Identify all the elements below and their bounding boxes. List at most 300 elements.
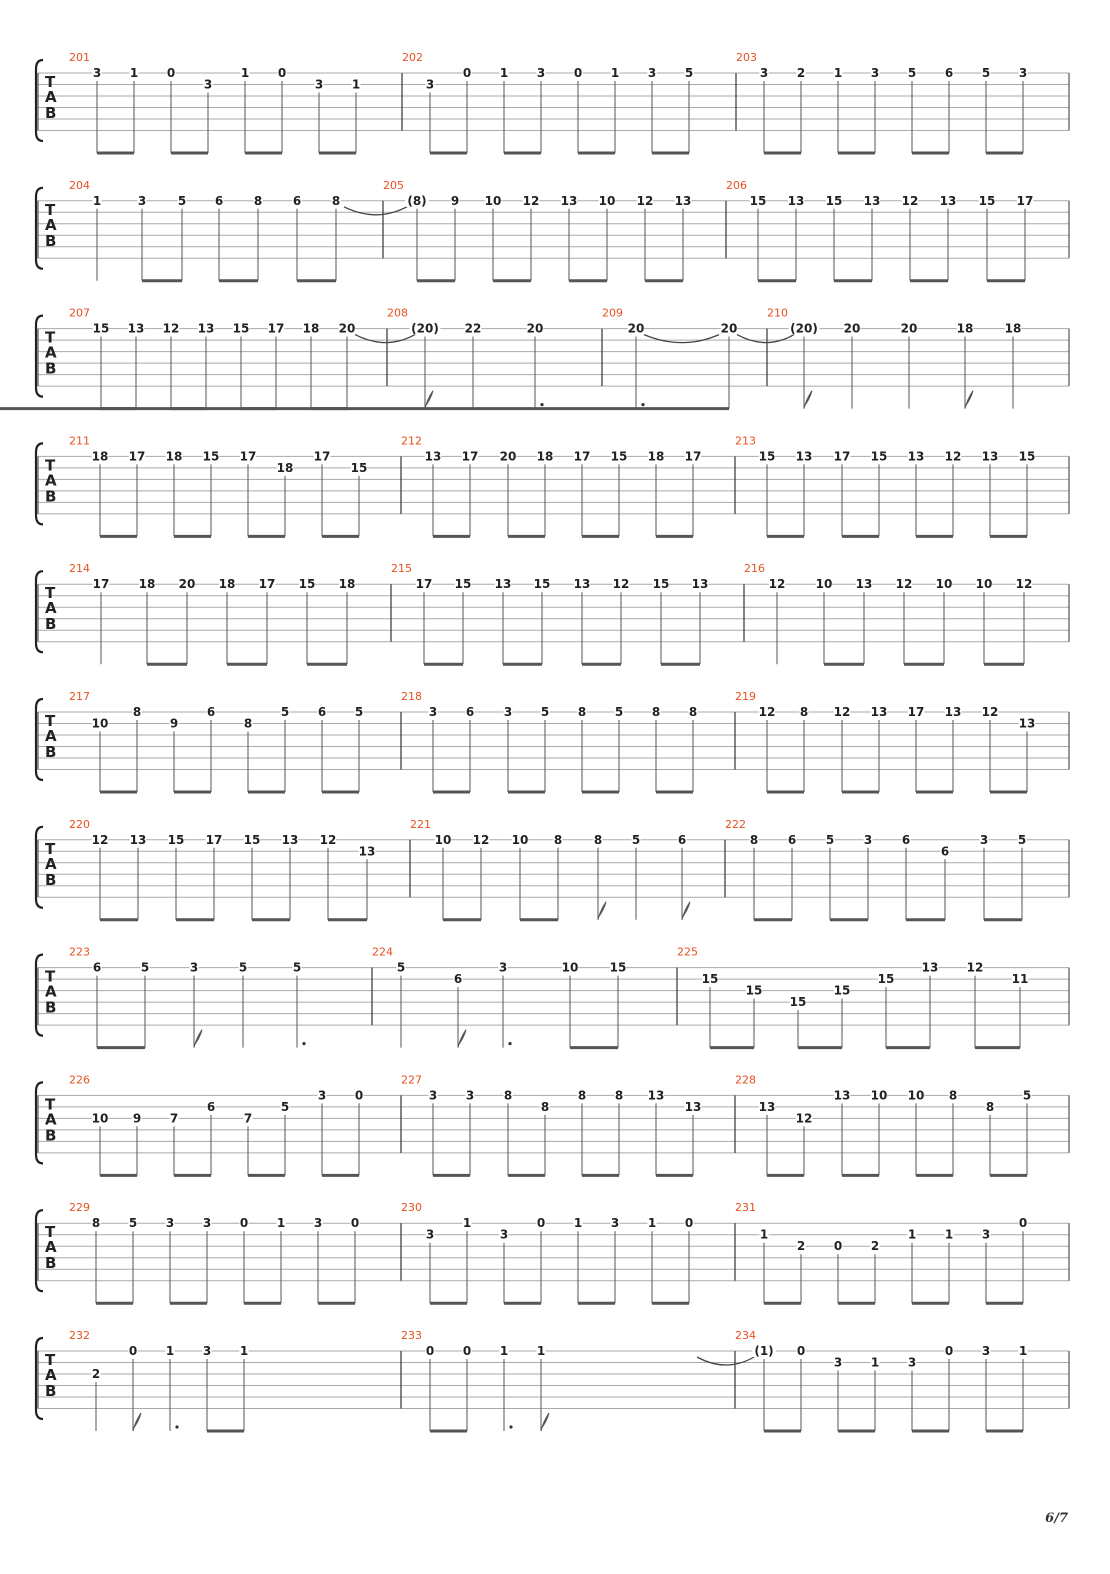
fret-number: 5 bbox=[1017, 832, 1027, 847]
fret-number: 13 bbox=[129, 832, 147, 847]
fret-number: 10 bbox=[561, 960, 579, 975]
fret-number: 17 bbox=[684, 449, 702, 464]
fret-number: 10 bbox=[975, 577, 993, 592]
tab-clef-letter: A bbox=[45, 982, 57, 1001]
fret-number: 18 bbox=[302, 321, 320, 336]
fret-number: 15 bbox=[533, 577, 551, 592]
fret-number: 1 bbox=[647, 1216, 657, 1231]
system-bracket bbox=[36, 1082, 43, 1163]
tab-clef-letter: A bbox=[45, 215, 57, 234]
fret-number: 5 bbox=[540, 705, 550, 719]
fret-number: 13 bbox=[358, 844, 376, 859]
fret-number: 17 bbox=[313, 449, 331, 464]
fret-number: (20) bbox=[790, 321, 818, 336]
fret-number: 13 bbox=[674, 193, 692, 208]
fret-number: 8 bbox=[948, 1088, 958, 1103]
fret-number: 13 bbox=[795, 449, 813, 464]
measure-number: 210 bbox=[767, 306, 788, 320]
fret-number: 15 bbox=[610, 449, 628, 464]
fret-number: 12 bbox=[758, 705, 776, 719]
fret-number: 13 bbox=[494, 577, 512, 592]
fret-number: 17 bbox=[92, 577, 110, 592]
fret-number: 10 bbox=[815, 577, 833, 592]
fret-number: 15 bbox=[454, 577, 472, 592]
fret-number: 12 bbox=[472, 832, 490, 847]
fret-number: 1 bbox=[239, 1344, 249, 1358]
tab-clef-letter: A bbox=[45, 599, 57, 618]
tab-clef-letter: T bbox=[45, 712, 56, 730]
measure-number: 225 bbox=[677, 945, 698, 959]
fret-number: 13 bbox=[921, 960, 939, 975]
fret-number: 6 bbox=[901, 832, 911, 847]
tie-arc bbox=[644, 335, 719, 343]
fret-number: 3 bbox=[499, 1227, 509, 1242]
fret-number: 1 bbox=[499, 66, 509, 80]
measure-number: 217 bbox=[69, 690, 90, 703]
measure-number: 215 bbox=[391, 562, 412, 576]
fret-number: 13 bbox=[833, 1088, 851, 1103]
system-bracket bbox=[36, 316, 43, 397]
tab-clef-letter: T bbox=[45, 839, 56, 858]
fret-number: 2 bbox=[796, 1239, 806, 1254]
measure-number: 226 bbox=[69, 1073, 90, 1087]
fret-number: 3 bbox=[647, 66, 657, 80]
measure-number: 212 bbox=[401, 434, 422, 448]
fret-number: 13 bbox=[907, 449, 925, 464]
fret-number: 8 bbox=[577, 1088, 587, 1103]
fret-number: 5 bbox=[140, 960, 150, 975]
fret-number: 13 bbox=[281, 832, 299, 847]
fret-number: 1 bbox=[462, 1216, 472, 1231]
fret-number: 1 bbox=[1018, 1344, 1028, 1358]
fret-number: 3 bbox=[833, 1355, 843, 1370]
fret-number: 15 bbox=[701, 972, 719, 987]
tab-clef-letter: B bbox=[45, 743, 57, 761]
fret-number: 20 bbox=[178, 577, 196, 592]
fret-number: 13 bbox=[939, 193, 957, 208]
fret-number: 20 bbox=[338, 321, 356, 336]
tab-clef-letter: B bbox=[45, 487, 57, 506]
fret-number: 18 bbox=[218, 577, 236, 592]
fret-number: 13 bbox=[560, 193, 578, 208]
system-bracket bbox=[36, 1210, 43, 1291]
fret-number: 7 bbox=[169, 1111, 179, 1126]
system-bracket bbox=[36, 571, 43, 652]
fret-number: 0 bbox=[1018, 1216, 1028, 1231]
fret-number: 12 bbox=[833, 705, 851, 719]
measure-number: 213 bbox=[735, 434, 756, 448]
fret-number: 10 bbox=[598, 193, 616, 208]
fret-number: 6 bbox=[940, 844, 950, 859]
fret-number: 6 bbox=[92, 960, 102, 975]
fret-number: 5 bbox=[631, 832, 641, 847]
tab-clef-letter: B bbox=[45, 104, 57, 122]
fret-number: 6 bbox=[453, 972, 463, 987]
duration-dot bbox=[540, 403, 543, 406]
fret-number: 15 bbox=[833, 983, 851, 998]
tab-clef-letter: B bbox=[45, 1382, 57, 1400]
fret-number: 13 bbox=[684, 1099, 702, 1114]
fret-number: 8 bbox=[799, 705, 809, 719]
tab-clef-letter: T bbox=[45, 967, 56, 986]
fret-number: 13 bbox=[758, 1099, 776, 1114]
duration-dot bbox=[302, 1042, 305, 1045]
tab-clef-letter: B bbox=[45, 998, 57, 1017]
measure-number: 203 bbox=[736, 51, 757, 64]
fret-number: 0 bbox=[277, 66, 287, 80]
system-bracket bbox=[36, 1338, 43, 1419]
fret-number: 15 bbox=[232, 321, 250, 336]
system-bracket bbox=[36, 60, 43, 141]
fret-number: 5 bbox=[614, 705, 624, 719]
tie-arc bbox=[355, 335, 415, 343]
fret-number: 8 bbox=[688, 705, 698, 719]
fret-number: 6 bbox=[677, 832, 687, 847]
fret-number: 17 bbox=[258, 577, 276, 592]
fret-number: 18 bbox=[647, 449, 665, 464]
fret-number: 8 bbox=[651, 705, 661, 719]
fret-number: 3 bbox=[202, 1216, 212, 1231]
fret-number: 1 bbox=[759, 1227, 769, 1242]
measure-number: 202 bbox=[402, 51, 423, 64]
fret-number: 1 bbox=[129, 66, 139, 80]
fret-number: 18 bbox=[536, 449, 554, 464]
note-flag bbox=[458, 1030, 466, 1048]
measure-number: 232 bbox=[69, 1329, 90, 1342]
fret-number: 8 bbox=[749, 832, 759, 847]
fret-number: 5 bbox=[981, 66, 991, 80]
fret-number: 5 bbox=[292, 960, 302, 975]
fret-number: 18 bbox=[276, 460, 294, 475]
fret-number: 10 bbox=[870, 1088, 888, 1103]
fret-number: 3 bbox=[981, 1344, 991, 1358]
fret-number: 10 bbox=[935, 577, 953, 592]
fret-number: 6 bbox=[206, 1099, 216, 1114]
measure-number: 222 bbox=[725, 817, 746, 831]
tab-clef-letter: B bbox=[45, 231, 57, 250]
fret-number: 20 bbox=[720, 321, 738, 336]
fret-number: 8 bbox=[91, 1216, 101, 1231]
fret-number: 5 bbox=[354, 705, 364, 719]
fret-number: 12 bbox=[895, 577, 913, 592]
fret-number: 3 bbox=[313, 1216, 323, 1231]
fret-number: 3 bbox=[428, 705, 438, 719]
fret-number: 3 bbox=[610, 1216, 620, 1231]
tab-clef-letter: T bbox=[45, 1351, 56, 1369]
fret-number: 18 bbox=[1004, 321, 1022, 336]
tab-clef-letter: T bbox=[45, 1223, 56, 1242]
fret-number: (8) bbox=[407, 193, 427, 208]
note-flag bbox=[682, 902, 690, 920]
fret-number: 13 bbox=[573, 577, 591, 592]
tab-clef-letter: T bbox=[45, 1095, 56, 1114]
fret-number: 5 bbox=[238, 960, 248, 975]
fret-number: 0 bbox=[354, 1088, 364, 1103]
system-bracket bbox=[36, 188, 43, 269]
fret-number: 0 bbox=[684, 1216, 694, 1231]
tab-clef-letter: B bbox=[45, 1126, 57, 1145]
fret-number: 8 bbox=[540, 1099, 550, 1114]
fret-number: 17 bbox=[461, 449, 479, 464]
fret-number: 17 bbox=[907, 705, 925, 719]
fret-number: 12 bbox=[944, 449, 962, 464]
tab-clef-letter: A bbox=[45, 1110, 57, 1129]
tab-clef-letter: T bbox=[45, 584, 56, 603]
tab-clef-letter: A bbox=[45, 727, 57, 745]
fret-number: 0 bbox=[536, 1216, 546, 1231]
fret-number: 0 bbox=[350, 1216, 360, 1231]
tab-clef-letter: A bbox=[45, 471, 57, 490]
fret-number: 5 bbox=[128, 1216, 138, 1231]
fret-number: 20 bbox=[526, 321, 544, 336]
fret-number: 22 bbox=[464, 321, 482, 336]
fret-number: 5 bbox=[177, 193, 187, 208]
fret-number: 20 bbox=[900, 321, 918, 336]
fret-number: 6 bbox=[292, 193, 302, 208]
fret-number: 3 bbox=[425, 77, 435, 92]
measure-number: 224 bbox=[372, 945, 393, 959]
fret-number: 3 bbox=[870, 66, 880, 80]
fret-number: 8 bbox=[593, 832, 603, 847]
tab-clef-letter: B bbox=[45, 1254, 57, 1273]
fret-number: 3 bbox=[137, 193, 147, 208]
fret-number: 10 bbox=[511, 832, 529, 847]
fret-number: 13 bbox=[981, 449, 999, 464]
fret-number: 5 bbox=[825, 832, 835, 847]
fret-number: 8 bbox=[503, 1088, 513, 1103]
fret-number: 5 bbox=[684, 66, 694, 80]
fret-number: 12 bbox=[901, 193, 919, 208]
fret-number: 15 bbox=[167, 832, 185, 847]
fret-number: 15 bbox=[745, 983, 763, 998]
fret-number: 10 bbox=[91, 1111, 109, 1126]
fret-number: 15 bbox=[92, 321, 110, 336]
fret-number: 1 bbox=[870, 1355, 880, 1370]
fret-number: 3 bbox=[314, 77, 324, 92]
fret-number: 8 bbox=[243, 716, 253, 731]
measure-number: 208 bbox=[387, 306, 408, 320]
note-flag bbox=[425, 391, 433, 409]
tie-arc bbox=[697, 1357, 754, 1365]
measure-number: 234 bbox=[735, 1329, 756, 1342]
fret-number: 13 bbox=[691, 577, 709, 592]
fret-number: 1 bbox=[907, 1227, 917, 1242]
measure-number: 221 bbox=[410, 817, 431, 831]
fret-number: 15 bbox=[758, 449, 776, 464]
fret-number: 9 bbox=[132, 1111, 142, 1126]
fret-number: 8 bbox=[614, 1088, 624, 1103]
fret-number: 12 bbox=[981, 705, 999, 719]
fret-number: 12 bbox=[795, 1111, 813, 1126]
fret-number: 8 bbox=[253, 193, 263, 208]
measure-number: 219 bbox=[735, 690, 756, 703]
fret-number: 9 bbox=[169, 716, 179, 731]
fret-number: 12 bbox=[966, 960, 984, 975]
measure-number: 201 bbox=[69, 51, 90, 64]
fret-number: 13 bbox=[787, 193, 805, 208]
fret-number: 3 bbox=[317, 1088, 327, 1103]
fret-number: 8 bbox=[577, 705, 587, 719]
measure-number: 211 bbox=[69, 434, 90, 448]
fret-number: 20 bbox=[499, 449, 517, 464]
tab-clef-letter: A bbox=[45, 854, 57, 873]
fret-number: 10 bbox=[91, 716, 109, 731]
duration-dot bbox=[508, 1042, 511, 1045]
system-bracket bbox=[36, 827, 43, 908]
fret-number: 2 bbox=[91, 1367, 101, 1381]
fret-number: 3 bbox=[165, 1216, 175, 1231]
fret-number: 0 bbox=[462, 1344, 472, 1358]
fret-number: 12 bbox=[768, 577, 786, 592]
fret-number: 13 bbox=[127, 321, 145, 336]
duration-dot bbox=[175, 1425, 178, 1428]
fret-number: 0 bbox=[833, 1239, 843, 1254]
fret-number: 17 bbox=[239, 449, 257, 464]
fret-number: 15 bbox=[350, 460, 368, 475]
fret-number: 18 bbox=[138, 577, 156, 592]
measure-number: 231 bbox=[735, 1201, 756, 1215]
fret-number: 1 bbox=[573, 1216, 583, 1231]
fret-number: 3 bbox=[907, 1355, 917, 1370]
fret-number: 0 bbox=[425, 1344, 435, 1358]
measure-number: 218 bbox=[401, 690, 422, 703]
fret-number: 3 bbox=[203, 77, 213, 92]
fret-number: 3 bbox=[465, 1088, 475, 1103]
tab-clef-letter: T bbox=[45, 73, 56, 91]
fret-number: 0 bbox=[239, 1216, 249, 1231]
fret-number: 0 bbox=[462, 66, 472, 80]
tie-arc bbox=[737, 335, 794, 343]
fret-number: 13 bbox=[863, 193, 881, 208]
fret-number: 1 bbox=[276, 1216, 286, 1231]
fret-number: 15 bbox=[298, 577, 316, 592]
tab-clef-letter: T bbox=[45, 200, 56, 219]
fret-number: 9 bbox=[450, 193, 460, 208]
fret-number: 12 bbox=[319, 832, 337, 847]
system-bracket bbox=[36, 955, 43, 1036]
tab-clef-letter: A bbox=[45, 343, 57, 362]
fret-number: 5 bbox=[1022, 1088, 1032, 1103]
fret-number: 1 bbox=[240, 66, 250, 80]
fret-number: 6 bbox=[317, 705, 327, 719]
fret-number: 13 bbox=[647, 1088, 665, 1103]
fret-number: 0 bbox=[128, 1344, 138, 1358]
tie-arc bbox=[344, 207, 407, 215]
fret-number: 15 bbox=[1018, 449, 1036, 464]
fret-number: 3 bbox=[189, 960, 199, 975]
fret-number: 13 bbox=[424, 449, 442, 464]
fret-number: 0 bbox=[796, 1344, 806, 1358]
fret-number: 3 bbox=[428, 1088, 438, 1103]
fret-number: 18 bbox=[165, 449, 183, 464]
fret-number: 3 bbox=[92, 66, 102, 80]
fret-number: (20) bbox=[411, 321, 439, 336]
tab-clef-letter: A bbox=[45, 88, 57, 106]
fret-number: 12 bbox=[636, 193, 654, 208]
fret-number: 8 bbox=[331, 193, 341, 208]
fret-number: 20 bbox=[843, 321, 861, 336]
fret-number: 3 bbox=[503, 705, 513, 719]
fret-number: 15 bbox=[825, 193, 843, 208]
fret-number: 3 bbox=[498, 960, 508, 975]
fret-number: 17 bbox=[833, 449, 851, 464]
measure-number: 214 bbox=[69, 562, 90, 576]
measure-number: 216 bbox=[744, 562, 765, 576]
measure-number: 205 bbox=[383, 178, 404, 192]
fret-number: 17 bbox=[1016, 193, 1034, 208]
fret-number: 8 bbox=[132, 705, 142, 719]
fret-number: 15 bbox=[202, 449, 220, 464]
measure-number: 223 bbox=[69, 945, 90, 959]
note-flag bbox=[194, 1030, 202, 1048]
note-flag bbox=[133, 1413, 141, 1431]
fret-number: 17 bbox=[128, 449, 146, 464]
fret-number: 15 bbox=[749, 193, 767, 208]
fret-number: 18 bbox=[338, 577, 356, 592]
measure-number: 230 bbox=[401, 1201, 422, 1215]
fret-number: 15 bbox=[609, 960, 627, 975]
fret-number: 1 bbox=[944, 1227, 954, 1242]
fret-number: 13 bbox=[1018, 716, 1036, 731]
fret-number: 6 bbox=[465, 705, 475, 719]
fret-number: 3 bbox=[759, 66, 769, 80]
measure-number: 204 bbox=[69, 178, 90, 192]
fret-number: 10 bbox=[907, 1088, 925, 1103]
fret-number: 5 bbox=[280, 705, 290, 719]
fret-number: 1 bbox=[610, 66, 620, 80]
fret-number: 3 bbox=[425, 1227, 435, 1242]
fret-number: 6 bbox=[214, 193, 224, 208]
measure-number: 207 bbox=[69, 306, 90, 320]
fret-number: 5 bbox=[907, 66, 917, 80]
fret-number: 17 bbox=[205, 832, 223, 847]
measure-number: 206 bbox=[726, 178, 747, 192]
note-flag bbox=[965, 391, 973, 409]
fret-number: 6 bbox=[944, 66, 954, 80]
fret-number: 6 bbox=[787, 832, 797, 847]
fret-number: 13 bbox=[197, 321, 215, 336]
tab-clef-letter: B bbox=[45, 615, 57, 634]
duration-dot bbox=[509, 1425, 512, 1428]
fret-number: 15 bbox=[652, 577, 670, 592]
fret-number: 18 bbox=[91, 449, 109, 464]
fret-number: 1 bbox=[536, 1344, 546, 1358]
fret-number: 13 bbox=[870, 705, 888, 719]
fret-number: 12 bbox=[1015, 577, 1033, 592]
note-flag bbox=[598, 902, 606, 920]
tab-clef-letter: B bbox=[45, 870, 57, 889]
tab-clef-letter: T bbox=[45, 328, 56, 347]
fret-number: 1 bbox=[165, 1344, 175, 1358]
system-bracket bbox=[36, 443, 43, 524]
fret-number: 0 bbox=[166, 66, 176, 80]
tab-clef-letter: A bbox=[45, 1366, 57, 1384]
measure-number: 209 bbox=[602, 306, 623, 320]
fret-number: 10 bbox=[434, 832, 452, 847]
fret-number: 15 bbox=[877, 972, 895, 987]
fret-number: 5 bbox=[280, 1099, 290, 1114]
fret-number: 12 bbox=[612, 577, 630, 592]
measure-number: 228 bbox=[735, 1073, 756, 1087]
fret-number: 15 bbox=[978, 193, 996, 208]
measure-number: 233 bbox=[401, 1329, 422, 1342]
fret-number: 17 bbox=[267, 321, 285, 336]
duration-dot bbox=[641, 403, 644, 406]
fret-number: 2 bbox=[870, 1239, 880, 1254]
measure-number: 227 bbox=[401, 1073, 422, 1087]
fret-number: 15 bbox=[789, 995, 807, 1010]
fret-number: (1) bbox=[754, 1344, 774, 1358]
